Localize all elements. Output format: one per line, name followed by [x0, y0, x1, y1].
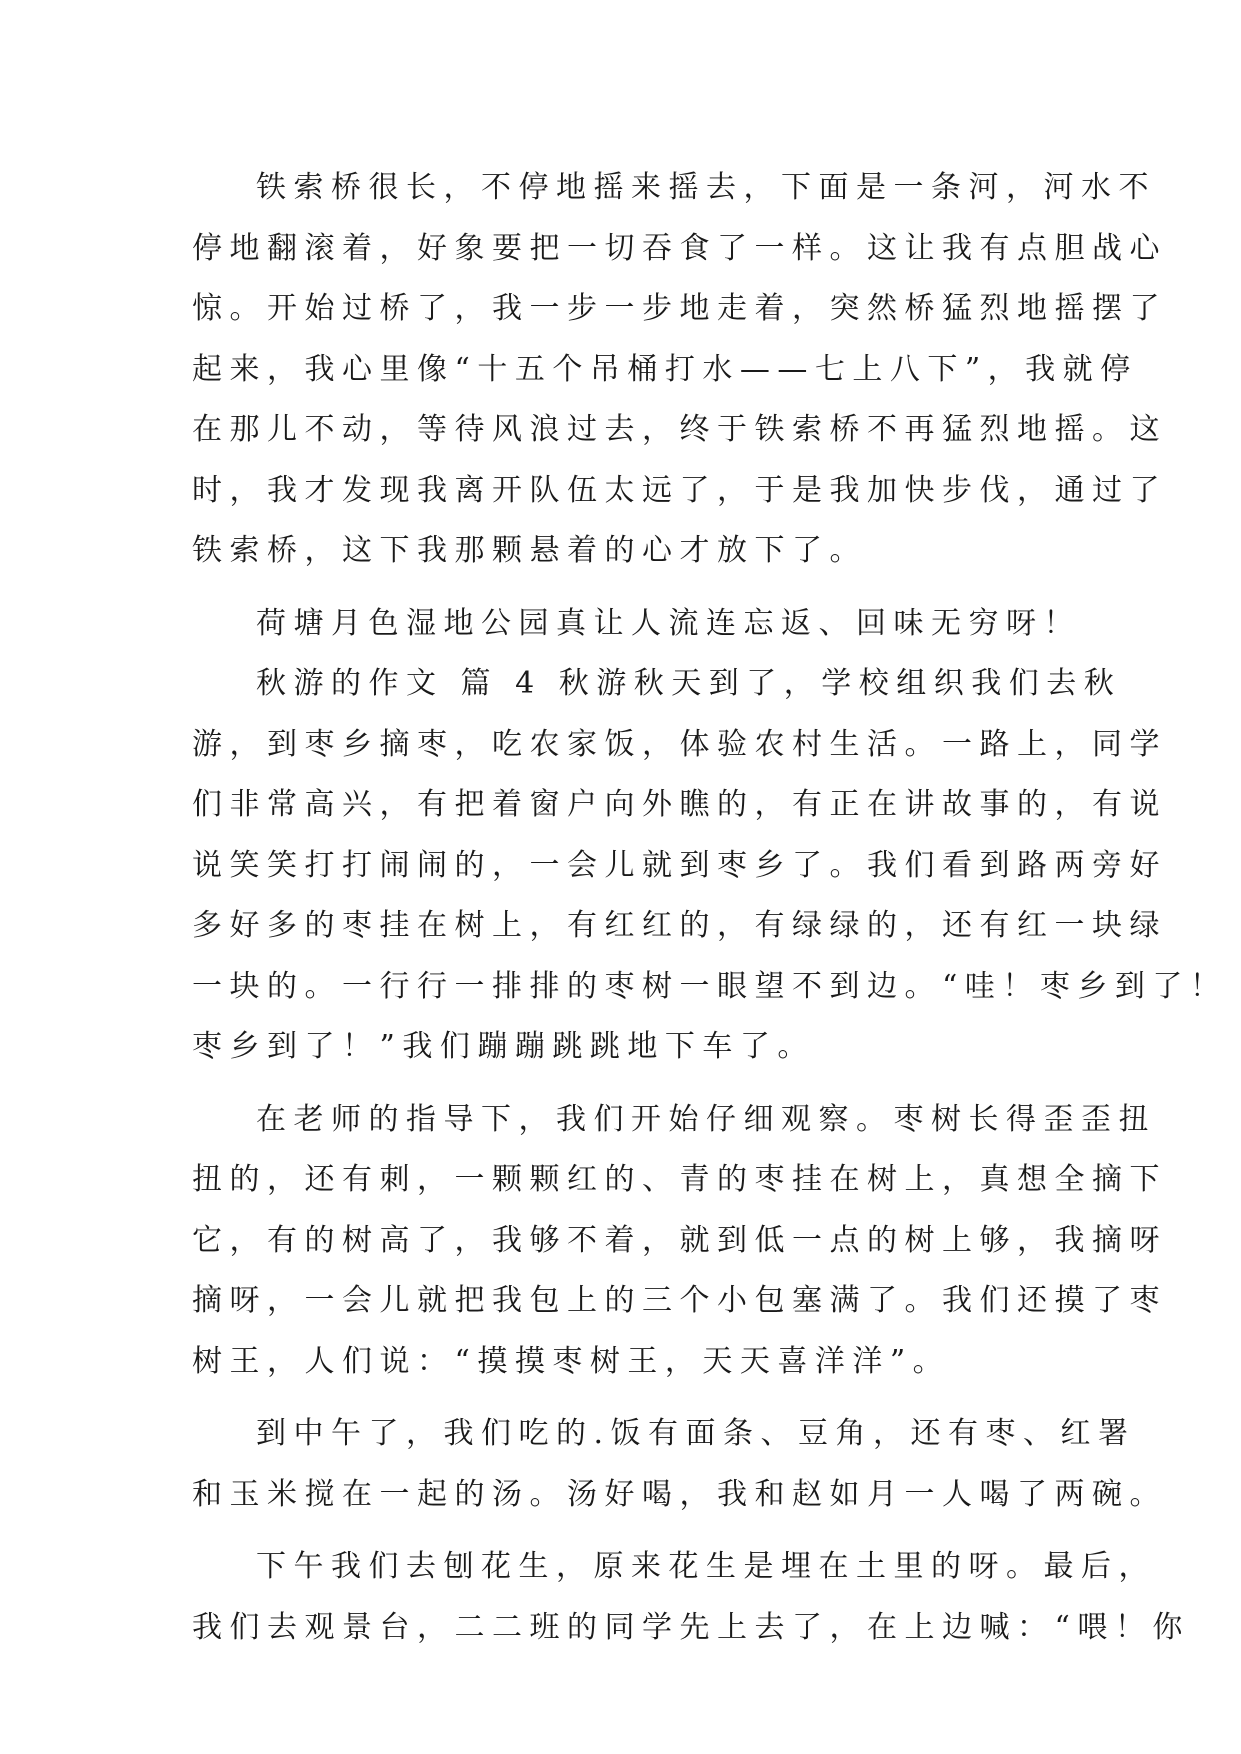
text-line: 在那儿不动，等待风浪过去，终于铁索桥不再猛烈地摇。这: [192, 412, 1167, 447]
text-line: 游，到枣乡摘枣，吃农家饭，体验农村生活。一路上，同学: [192, 726, 1167, 762]
text-line: 它，有的树高了，我够不着，就到低一点的树上够，我摘呀: [192, 1222, 1167, 1258]
text-line: 到中午了，我们吃的.饭有面条、豆角，还有枣、红署: [256, 1416, 1136, 1451]
text-line: 说笑笑打打闹闹的，一会儿就到枣乡了。我们看到路两旁好: [192, 847, 1167, 883]
text-line: 惊。开始过桥了，我一步一步地走着，突然桥猛烈地摇摆了: [192, 291, 1167, 326]
text-line: 枣乡到了！”我们蹦蹦跳跳地下车了。: [192, 1029, 815, 1064]
text-line: 树王，人们说：“摸摸枣树王，天天喜洋洋”。: [192, 1343, 951, 1379]
text-line: 我们去观景台，二二班的同学先上去了，在上边喊：“喂！你: [192, 1609, 1190, 1645]
section-heading-line: 秋游的作文 篇 4 秋游秋天到了，学校组织我们去秋: [256, 666, 1122, 701]
text-line: 荷塘月色湿地公园真让人流连忘返、回味无穷呀！: [256, 605, 1081, 641]
text-line: 铁索桥很长，不停地摇来摇去，下面是一条河，河水不: [256, 170, 1156, 205]
text-line: 起来，我心里像“十五个吊桶打水——七上八下”，我就停: [192, 351, 1138, 387]
essay-body: [192, 158, 1228, 1658]
text-line: 和玉米搅在一起的汤。汤好喝，我和赵如月一人喝了两碗。: [192, 1476, 1167, 1512]
text-line: 铁索桥，这下我那颗悬着的心才放下了。: [192, 533, 867, 568]
text-line: 下午我们去刨花生，原来花生是埋在土里的呀。最后，: [256, 1549, 1156, 1584]
text-line: 时，我才发现我离开队伍太远了，于是我加快步伐，通过了: [192, 472, 1167, 508]
text-line: 们非常高兴，有把着窗户向外瞧的，有正在讲故事的，有说: [192, 787, 1167, 822]
text-line: 停地翻滚着，好象要把一切吞食了一样。这让我有点胆战心: [192, 230, 1167, 266]
text-line: 多好多的枣挂在树上，有红红的，有绿绿的，还有红一块绿: [192, 908, 1167, 943]
text-line: 在老师的指导下，我们开始仔细观察。枣树长得歪歪扭: [256, 1101, 1156, 1137]
text-line: 摘呀，一会儿就把我包上的三个小包塞满了。我们还摸了枣: [192, 1283, 1167, 1318]
text-line: 扭的，还有刺，一颗颗红的、青的枣挂在树上，真想全摘下: [192, 1162, 1167, 1197]
text-line: 一块的。一行行一排排的枣树一眼望不到边。“哇！枣乡到了！: [192, 968, 1228, 1004]
